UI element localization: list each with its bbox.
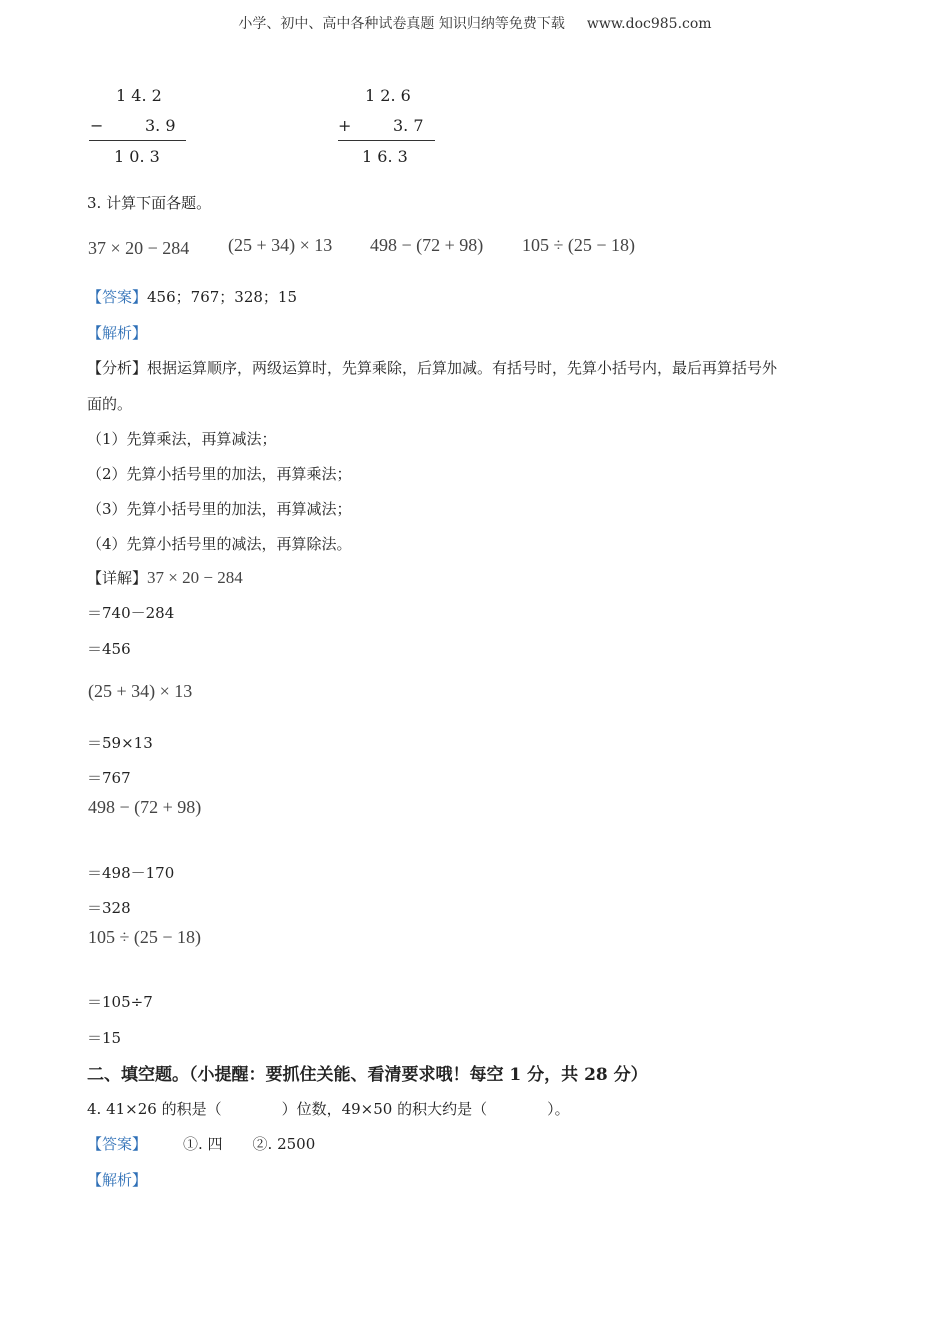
q3-expr-4: 105 ÷ (25 − 18) xyxy=(522,235,636,255)
calc-2-result: 1 6. 3 xyxy=(362,147,408,166)
q3-answer xyxy=(87,286,297,307)
calc-2-rule xyxy=(338,140,435,141)
work-c0: 498 − (72 + 98) xyxy=(88,797,202,817)
q4-analysis-tag: 【解析】 xyxy=(87,1171,148,1189)
q3-expr-1: 37 × 20 − 284 xyxy=(88,238,190,258)
q4-answer-text: ①. 四 ②. 2500 xyxy=(183,1135,316,1153)
detail-tag: 【详解】 xyxy=(87,569,148,587)
work-b2: ＝767 xyxy=(87,769,131,787)
work-b1: ＝59×13 xyxy=(87,734,153,752)
q4-answer xyxy=(87,1133,315,1154)
header-text: 小学、初中、高中各种试卷真题 知识归纳等免费下载 xyxy=(238,16,565,32)
work-c1: ＝498－170 xyxy=(87,864,175,882)
calc-2-operator: + xyxy=(338,116,352,135)
q3-step-4: （4）先算小括号里的减法，再算除法。 xyxy=(87,535,352,553)
q4-question: 4. 41×26 的积是（ ）位数，49×50 的积大约是（ ）。 xyxy=(87,1100,570,1118)
work-d1: ＝105÷7 xyxy=(87,993,153,1011)
calc-1-top: 1 4. 2 xyxy=(116,86,162,105)
fenxi-text-1: 根据运算顺序，两级运算时，先算乘除，后算加减。有括号时，先算小括号内，最后再算括号外 xyxy=(147,359,778,377)
calc-1-operator: − xyxy=(90,116,104,135)
section-2-title: 二、填空题。（小提醒：要抓住关能、看清要求哦！每空 1 分，共 28 分） xyxy=(87,1065,648,1085)
calc-1-rule xyxy=(89,140,186,141)
q3-step-2: （2）先算小括号里的加法，再算乘法； xyxy=(87,465,352,483)
calc-1-subtrahend: 3. 9 xyxy=(145,116,176,135)
q3-title: 3. 计算下面各题。 xyxy=(87,194,212,212)
q3-step-3: （3）先算小括号里的加法，再算减法； xyxy=(87,500,352,518)
work-d0: 105 ÷ (25 − 18) xyxy=(88,927,202,947)
page-header xyxy=(0,13,950,33)
work-a1: ＝740－284 xyxy=(87,604,175,622)
q3-step-1: （1）先算乘法，再算减法； xyxy=(87,430,277,448)
work-b0: (25 + 34) × 13 xyxy=(88,681,193,701)
work-c2: ＝328 xyxy=(87,899,131,917)
fenxi-tag: 【分析】 xyxy=(87,359,148,377)
detail-expr: 37 × 20 − 284 xyxy=(147,568,243,587)
calc-1-result: 1 0. 3 xyxy=(114,147,160,166)
q3-expr-3: 498 − (72 + 98) xyxy=(370,235,484,255)
q3-fenxi-line-2: 面的。 xyxy=(87,395,133,413)
q3-fenxi-line-1 xyxy=(87,357,777,378)
calc-2-addend: 3. 7 xyxy=(393,116,424,135)
q3-expr-2: (25 + 34) × 13 xyxy=(228,235,333,255)
calc-2-top: 1 2. 6 xyxy=(365,86,411,105)
answer-tag: 【答案】 xyxy=(87,288,148,306)
header-site: www.doc985.com xyxy=(586,16,712,32)
q3-detail-line xyxy=(87,567,243,588)
q3-analysis-tag: 【解析】 xyxy=(87,324,148,342)
answer-text: 456；767；328；15 xyxy=(147,288,297,306)
work-d2: ＝15 xyxy=(87,1029,122,1047)
q4-answer-tag: 【答案】 xyxy=(87,1135,148,1153)
work-a2: ＝456 xyxy=(87,640,131,658)
